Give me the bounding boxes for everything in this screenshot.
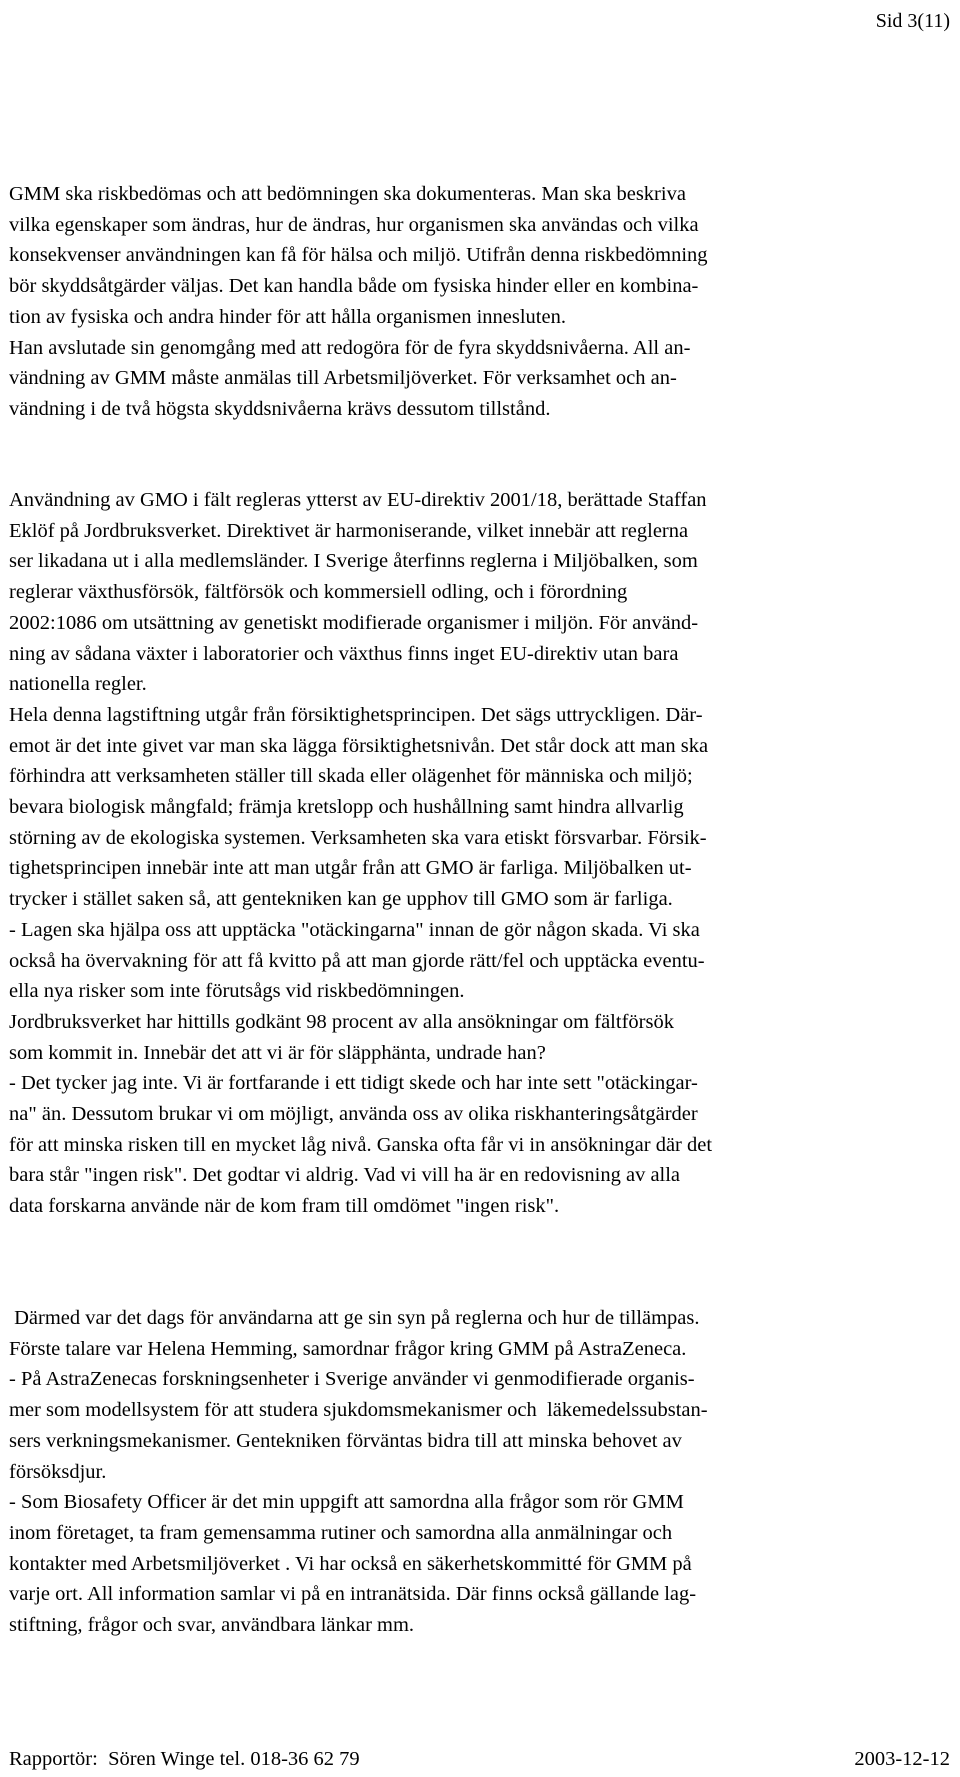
paragraph-user-perspective bbox=[9, 1303, 959, 1641]
text-line: Han avslutade sin genomgång med att redogöra för de fyra skyddsnivåerna. All an- bbox=[9, 336, 691, 359]
text-line: för att minska risken till en mycket låg nivå. Ganska ofta får vi in ansökningar där det bbox=[9, 1133, 713, 1156]
text-line: varje ort. All information samlar vi på en intranätsida. Där finns också gällande lag- bbox=[9, 1583, 697, 1606]
text-line: stiftning, frågor och svar, användbara länkar mm. bbox=[9, 1614, 415, 1637]
text-line: data forskarna använde när de kom fram till omdömet "ingen risk". bbox=[9, 1195, 560, 1218]
text-line: tion av fysiska och andra hinder för att hålla organismen innesluten. bbox=[9, 305, 566, 328]
text-line: na" än. Dessutom brukar vi om möjligt, använda oss av olika riskhanteringsåtgärder bbox=[9, 1103, 698, 1126]
text-line: reglerar växthusförsök, fältförsök och kommersiell odling, och i förordning bbox=[9, 581, 628, 604]
text-line: Jordbruksverket har hittills godkänt 98 procent av alla ansökningar om fältförsök bbox=[9, 1010, 674, 1033]
text-line: bara står "ingen risk". Det godtar vi aldrig. Vad vi vill ha är en redovisning av alla bbox=[9, 1164, 681, 1187]
text-line: ning av sådana växter i laboratorier och växthus finns inget EU-direktiv utan bara bbox=[9, 642, 679, 665]
text-line: också ha övervakning för att få kvitto på att man gjorde rätt/fel och upptäcka eventu- bbox=[9, 949, 705, 972]
text-line: - Det tycker jag inte. Vi är fortfarande i ett tidigt skede och har inte sett "otäckingar- bbox=[9, 1072, 698, 1095]
text-line: Eklöf på Jordbruksverket. Direktivet är harmoniserande, vilket innebär att reglerna bbox=[9, 519, 689, 542]
text-line: inom företaget, ta fram gemensamma rutiner och samordna alla anmälningar och bbox=[9, 1521, 673, 1544]
text-line: - På AstraZenecas forskningsenheter i Sverige använder vi genmodifierade organis- bbox=[9, 1368, 695, 1391]
text-line: kontakter med Arbetsmiljöverket . Vi har också en säkerhetskommitté för GMM på bbox=[9, 1552, 692, 1575]
text-line: vändning av GMM måste anmälas till Arbetsmiljöverket. För verksamhet och an- bbox=[9, 367, 677, 390]
text-line: Hela denna lagstiftning utgår från försiktighetsprincipen. Det sägs uttryckligen. Där- bbox=[9, 703, 703, 726]
text-line: som kommit in. Innebär det att vi är för släpphänta, undrade han? bbox=[9, 1041, 546, 1064]
text-line: bevara biologisk mångfald; främja kretslopp och hushållning samt hindra allvarlig bbox=[9, 796, 684, 819]
text-line: trycker i stället saken så, att gentekniken kan ge upphov till GMO som är farliga. bbox=[9, 888, 673, 911]
text-line: mer som modellsystem för att studera sjukdomsmekanismer och läkemedelssubstan- bbox=[9, 1399, 708, 1422]
text-line: konsekvenser användningen kan få för hälsa och miljö. Utifrån denna riskbedömning bbox=[9, 244, 708, 267]
text-line: Användning av GMO i fält regleras ytterst av EU-direktiv 2001/18, berättade Staffan bbox=[9, 489, 707, 511]
text-line: emot är det inte givet var man ska lägga försiktighetsnivån. Det står dock att man ska bbox=[9, 734, 709, 757]
paragraph-gmm-risk-assessment bbox=[9, 179, 959, 425]
text-line: - Lagen ska hjälpa oss att upptäcka "otäckingarna" innan de gör någon skada. Vi ska bbox=[9, 918, 700, 941]
footer-date: 2003-12-12 bbox=[854, 1748, 950, 1770]
text-line: bör skyddsåtgärder väljas. Det kan handla både om fysiska hinder eller en kombina- bbox=[9, 275, 699, 298]
text-line: 2002:1086 om utsättning av genetiskt modifierade organismer i miljön. För använd- bbox=[9, 611, 699, 634]
text-line: nationella regler. bbox=[9, 673, 147, 696]
text-line: vändning i de två högsta skyddsnivåerna krävs dessutom tillstånd. bbox=[9, 397, 551, 420]
text-line: ser likadana ut i alla medlemsländer. I Sverige återfinns reglerna i Miljöbalken, som bbox=[9, 550, 698, 573]
text-line: - Som Biosafety Officer är det min uppgift att samordna alla frågor som rör GMM bbox=[9, 1491, 684, 1514]
text-line: förhindra att verksamheten ställer till skada eller olägenhet för människa och miljö; bbox=[9, 765, 693, 788]
text-line: störning av de ekologiska systemen. Verksamheten ska vara etiskt försvarbar. Försik- bbox=[9, 826, 707, 849]
text-line: ella nya risker som inte förutsågs vid riskbedömningen. bbox=[9, 980, 465, 1003]
text-line: Förste talare var Helena Hemming, samordnar frågor kring GMM på AstraZeneca. bbox=[9, 1337, 687, 1360]
text-line: GMM ska riskbedömas och att bedömningen ska dokumenteras. Man ska beskriva bbox=[9, 183, 686, 205]
text-line: Därmed var det dags för användarna att ge sin syn på reglerna och hur de tillämpas. bbox=[9, 1307, 700, 1329]
text-line: vilka egenskaper som ändras, hur de ändras, hur organismen ska användas och vilka bbox=[9, 213, 699, 236]
text-line: sers verkningsmekanismer. Gentekniken förväntas bidra till att minska behovet av bbox=[9, 1429, 682, 1452]
text-line: försöksdjur. bbox=[9, 1460, 107, 1483]
footer-reporter: Rapportör: Sören Winge tel. 018-36 62 79 bbox=[9, 1748, 360, 1770]
page-number: Sid 3(11) bbox=[875, 10, 950, 32]
text-line: tighetsprincipen innebär inte att man utgår från att GMO är farliga. Miljöbalken ut- bbox=[9, 857, 692, 880]
paragraph-gmo-field-regulation bbox=[9, 485, 959, 1222]
